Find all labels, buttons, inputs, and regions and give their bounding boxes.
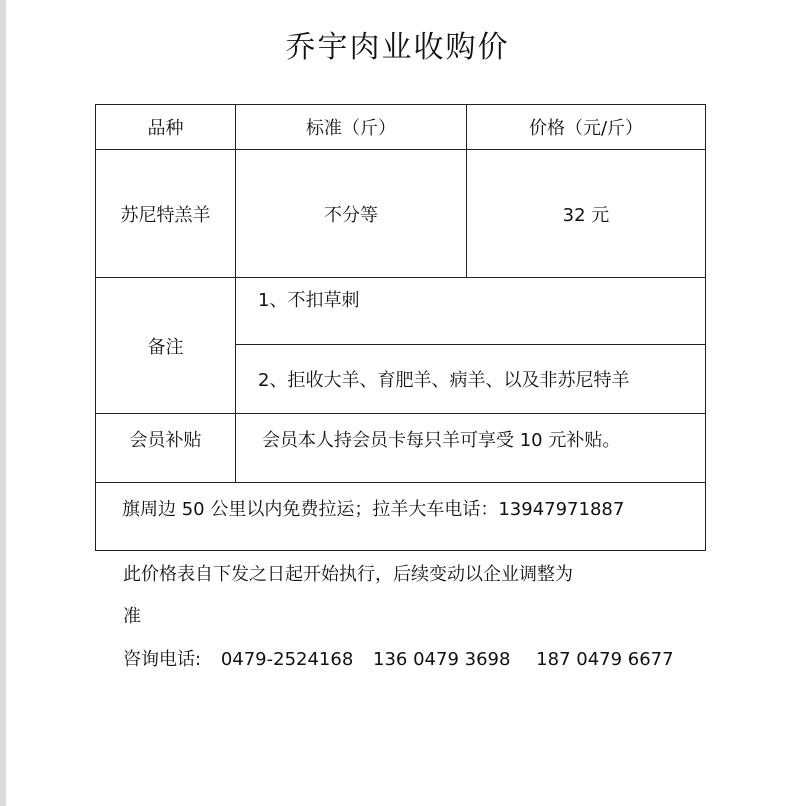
remarks-label: 备注 — [96, 278, 236, 414]
subsidy-label: 会员补贴 — [96, 414, 236, 483]
price-table — [95, 104, 706, 551]
phone-mobile-1: 136 0479 3698 — [373, 649, 511, 670]
page-left-edge — [0, 0, 6, 806]
notice-line-2: 准 — [123, 606, 141, 627]
table-header-row — [96, 105, 706, 150]
page-title: 乔宇肉业收购价 — [285, 30, 510, 65]
breed-cell: 苏尼特羔羊 — [96, 150, 236, 278]
phone-mobile-2: 187 0479 6677 — [536, 649, 674, 670]
subsidy-text: 会员本人持会员卡每只羊可享受 10 元补贴。 — [236, 414, 706, 483]
phone-label: 咨询电话: — [123, 649, 202, 670]
price-cell: 32 元 — [467, 150, 706, 278]
table-row — [96, 150, 706, 278]
header-price: 价格（元/斤） — [467, 105, 706, 150]
remarks-item-1: 1、不扣草刺 — [236, 278, 706, 345]
remarks-row-1 — [96, 278, 706, 345]
transport-text: 旗周边 50 公里以内免费拉运；拉羊大车电话：13947971887 — [96, 483, 706, 551]
consult-phones — [123, 645, 674, 671]
header-breed: 品种 — [96, 105, 236, 150]
subsidy-row — [96, 414, 706, 483]
phone-landline: 0479-2524168 — [220, 649, 354, 670]
standard-cell: 不分等 — [236, 150, 467, 278]
transport-row — [96, 483, 706, 551]
remarks-item-2: 2、拒收大羊、育肥羊、病羊、以及非苏尼特羊 — [236, 345, 706, 414]
header-standard: 标准（斤） — [236, 105, 467, 150]
notice-line-1: 此价格表自下发之日起开始执行，后续变动以企业调整为 — [123, 564, 573, 585]
